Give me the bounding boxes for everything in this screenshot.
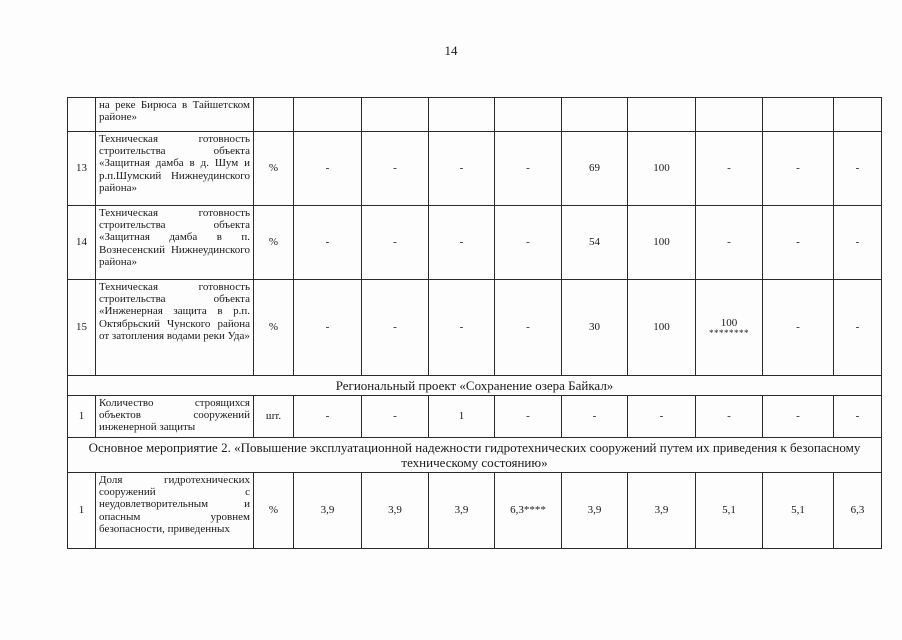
value-cell: -	[834, 206, 882, 280]
value-cell: 30	[562, 280, 628, 376]
unit-cell: %	[254, 132, 294, 206]
value-cell: -	[294, 132, 362, 206]
value-cell: 6,3	[834, 473, 882, 549]
value-cell: 3,9	[294, 473, 362, 549]
value-cell: -	[763, 132, 834, 206]
value-cell: -	[362, 132, 429, 206]
table-row	[68, 396, 882, 438]
unit-cell: шт.	[254, 396, 294, 438]
indicator-description: Доля гидротехнических сооружений с неудовлетворительным и опасным уровнем безопасности, приведенных	[96, 473, 254, 549]
table-row	[68, 98, 882, 132]
value-cell: -	[362, 206, 429, 280]
value-cell	[495, 98, 562, 132]
row-number: 1	[68, 396, 96, 438]
value-cell	[628, 98, 696, 132]
value-cell: -	[362, 396, 429, 438]
table-row	[68, 280, 882, 376]
value-cell	[562, 98, 628, 132]
section-row	[68, 438, 882, 473]
value-cell	[696, 280, 763, 376]
value-cell: 54	[562, 206, 628, 280]
indicator-description: Техническая готовность строительства объекта «Защитная дамба в п. Вознесенский Нижнеудинского района»	[96, 206, 254, 280]
table-row	[68, 473, 882, 549]
row-number: 14	[68, 206, 96, 280]
value-cell: -	[294, 280, 362, 376]
value-cell: -	[294, 206, 362, 280]
value-cell: -	[834, 396, 882, 438]
value-cell: -	[429, 132, 495, 206]
section-row	[68, 376, 882, 396]
value-cell: 1	[429, 396, 495, 438]
unit-cell: %	[254, 473, 294, 549]
unit-cell: %	[254, 280, 294, 376]
value-cell	[429, 98, 495, 132]
value-cell: -	[495, 132, 562, 206]
value-cell: 100	[628, 132, 696, 206]
value-cell	[696, 98, 763, 132]
value-cell: -	[495, 396, 562, 438]
value-cell: 3,9	[362, 473, 429, 549]
value-text: 100	[720, 316, 738, 329]
row-number	[68, 98, 96, 132]
value-cell: -	[429, 280, 495, 376]
value-cell: -	[294, 396, 362, 438]
value-cell: -	[834, 280, 882, 376]
value-cell	[763, 98, 834, 132]
value-cell: 5,1	[763, 473, 834, 549]
value-cell: -	[763, 206, 834, 280]
table-row	[68, 206, 882, 280]
value-cell: -	[834, 132, 882, 206]
value-cell: 3,9	[562, 473, 628, 549]
indicator-description: Техническая готовность строительства объекта «Инженерная защита в р.п. Октябрьский Чунского района от затопления водами реки Уда»	[96, 280, 254, 376]
value-cell: -	[429, 206, 495, 280]
value-cell	[362, 98, 429, 132]
row-number: 13	[68, 132, 96, 206]
value-cell: -	[495, 280, 562, 376]
indicators-table	[67, 97, 882, 549]
footnote-stars: ********	[709, 328, 749, 339]
section-title: Региональный проект «Сохранение озера Байкал»	[68, 376, 882, 396]
unit-cell	[254, 98, 294, 132]
row-number: 15	[68, 280, 96, 376]
value-cell: -	[763, 396, 834, 438]
indicator-description: Техническая готовность строительства объекта «Защитная дамба в д. Шум и р.п.Шумский Нижнеудинского района»	[96, 132, 254, 206]
value-cell: -	[696, 396, 763, 438]
value-cell: 6,3****	[495, 473, 562, 549]
value-cell: 100	[628, 280, 696, 376]
value-cell: -	[696, 206, 763, 280]
value-cell: 3,9	[628, 473, 696, 549]
value-cell: -	[562, 396, 628, 438]
value-cell: -	[763, 280, 834, 376]
value-cell: 5,1	[696, 473, 763, 549]
value-cell	[294, 98, 362, 132]
table-row	[68, 132, 882, 206]
indicator-description: Количество строящихся объектов сооружений инженерной защиты	[96, 396, 254, 438]
indicator-description: на реке Бирюса в Тайшетском районе»	[96, 98, 254, 132]
value-cell: -	[628, 396, 696, 438]
row-number: 1	[68, 473, 96, 549]
value-cell: -	[362, 280, 429, 376]
value-cell	[834, 98, 882, 132]
unit-cell: %	[254, 206, 294, 280]
value-cell: -	[495, 206, 562, 280]
value-cell: 69	[562, 132, 628, 206]
section-title: Основное мероприятие 2. «Повышение эксплуатационной надежности гидротехнических сооружений путем их приведения к безопасному техническому состоянию»	[68, 438, 882, 473]
value-cell: -	[696, 132, 763, 206]
page-number: 14	[444, 43, 458, 58]
value-cell: 100	[628, 206, 696, 280]
value-cell: 3,9	[429, 473, 495, 549]
